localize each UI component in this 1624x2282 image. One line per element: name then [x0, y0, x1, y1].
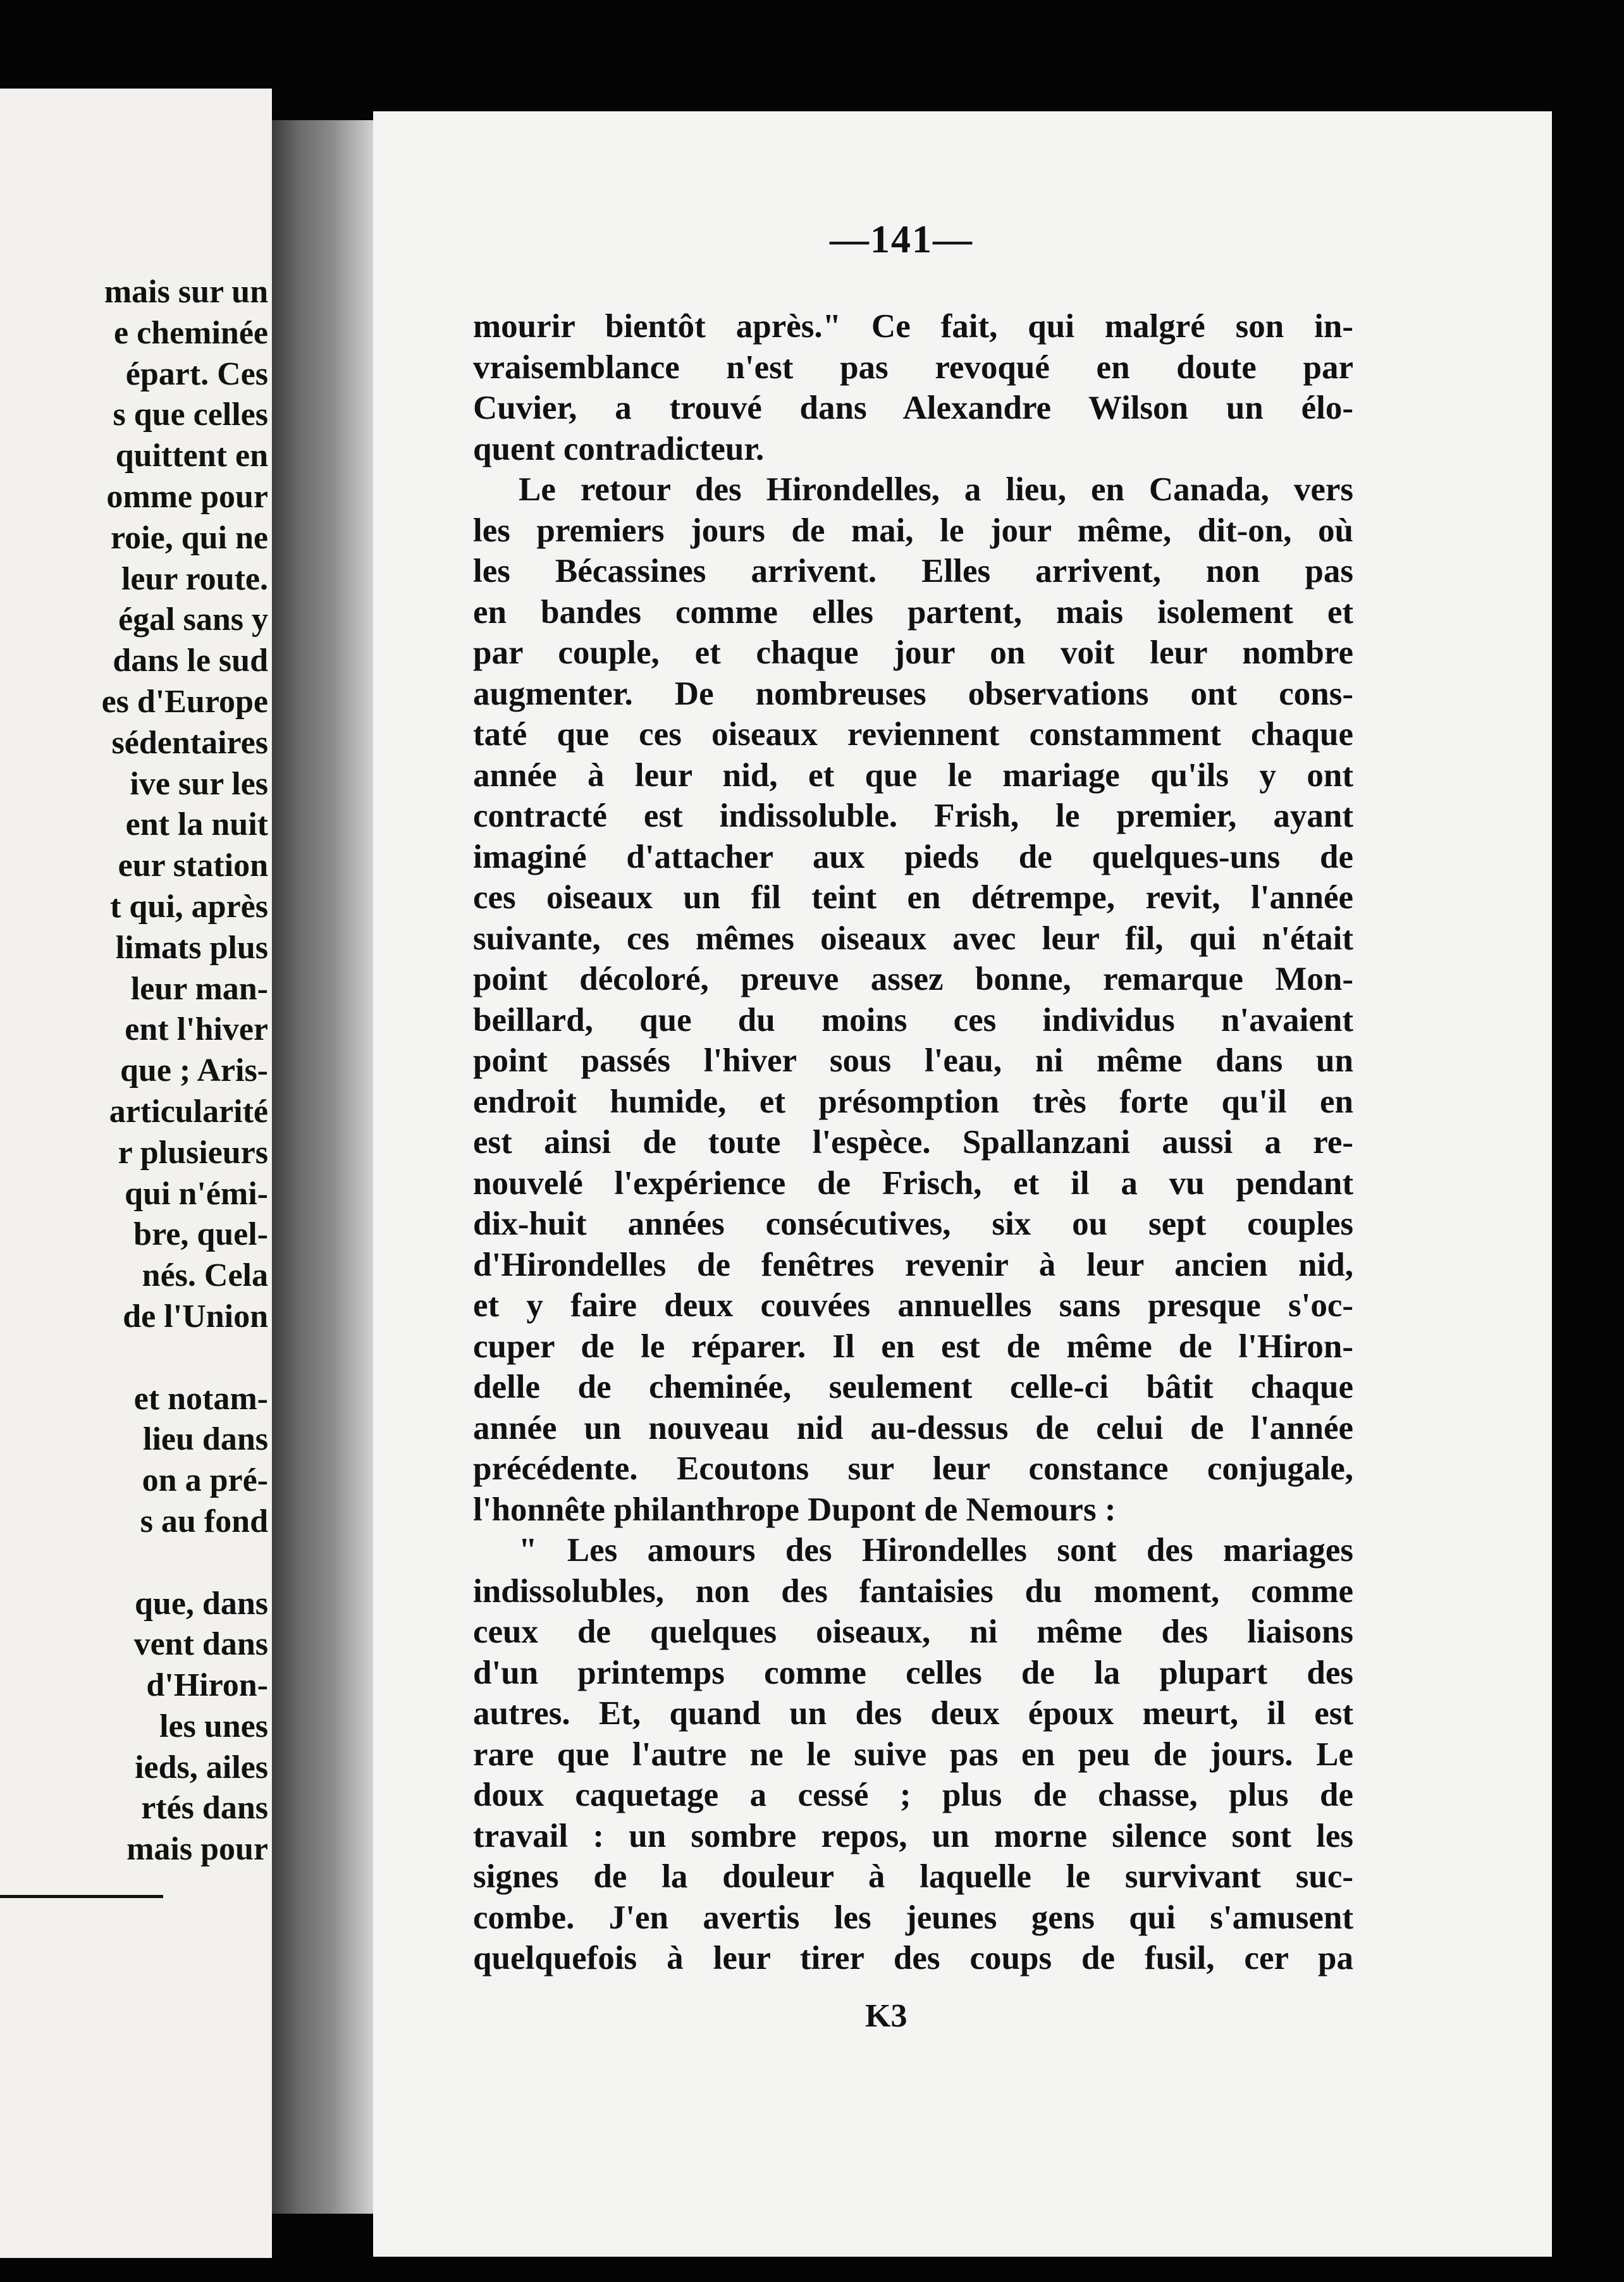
left-text-line: roie, qui ne [111, 519, 268, 556]
text-line: dix-huit années consécutives, six ou sept couples [473, 1206, 1353, 1242]
left-text-line: que ; Aris- [120, 1052, 268, 1089]
left-text-line: bre, quel- [133, 1216, 268, 1253]
text-line: ces oiseaux un fil teint en détrempe, revit, l'année [473, 879, 1353, 916]
left-text-line: eur station [118, 848, 268, 884]
left-text-line: dans le sud [113, 643, 268, 679]
text-line: d'Hirondelles de fenêtres revenir à leur ancien nid, [473, 1246, 1353, 1283]
left-text-line: omme pour [106, 478, 268, 515]
text-line: rare que l'autre ne le suive pas en peu de jours. Le [473, 1736, 1353, 1773]
body-text [473, 306, 1353, 1979]
left-text-line: ieds, ailes [135, 1749, 268, 1786]
left-text-line: vent dans [133, 1626, 268, 1663]
left-text-line: d'Hiron- [146, 1667, 268, 1704]
text-line: mourir bientôt après." Ce fait, qui malgré son in- [473, 308, 1353, 345]
left-text-line: ive sur les [130, 765, 268, 802]
text-line: beillard, que du moins ces individus n'avaient [473, 1001, 1353, 1039]
text-line: cuper de le réparer. Il en est de même de l'Hiron- [473, 1328, 1353, 1365]
left-page [0, 89, 272, 2258]
text-line: indissolubles, non des fantaisies du moment, comme [473, 1572, 1353, 1610]
text-line: nouvelé l'expérience de Frisch, et il a vu pendant [473, 1164, 1353, 1202]
text-line: taté que ces oiseaux reviennent constamment chaque [473, 716, 1353, 753]
text-line: vraisemblance n'est pas revoqué en doute par [473, 348, 1353, 386]
left-text-line: qui n'émi- [125, 1175, 268, 1212]
text-line: " Les amours des Hirondelles sont des mariages [519, 1532, 1353, 1569]
text-line: l'honnête philanthrope Dupont de Nemours : [473, 1491, 1116, 1528]
left-text-line: mais sur un [104, 274, 268, 310]
text-line: doux caquetage a cessé ; plus de chasse, plus de [473, 1777, 1353, 1813]
text-line: combe. J'en avertis les jeunes gens qui s'amusent [473, 1899, 1353, 1936]
text-line: précédente. Ecoutons sur leur constance conjugale, [473, 1450, 1353, 1487]
page-number: —141— [830, 218, 973, 261]
text-line: point passés l'hiver sous l'eau, ni même dans un [473, 1042, 1353, 1079]
left-text-line: e cheminée [113, 314, 268, 351]
text-line: année à leur nid, et que le mariage qu'ils y ont [473, 756, 1353, 794]
text-line: Le retour des Hirondelles, a lieu, en Canada, vers [519, 471, 1353, 508]
text-line: imaginé d'attacher aux pieds de quelques-uns de [473, 838, 1353, 875]
text-line: les Bécassines arrivent. Elles arrivent, non pas [473, 553, 1353, 589]
left-text-line: les unes [159, 1708, 268, 1744]
left-text-line: que, dans [135, 1585, 268, 1622]
text-line: les premiers jours de mai, le jour même, dit-on, où [473, 512, 1353, 549]
text-line: ceux de quelques oiseaux, ni même des liaisons [473, 1613, 1353, 1650]
text-line: delle de cheminée, seulement celle-ci bâtit chaque [473, 1369, 1353, 1405]
text-line: endroit humide, et présomption très forte qu'il en [473, 1083, 1353, 1120]
signature-mark: K3 [865, 1998, 907, 2034]
left-text-line: de l'Union [123, 1298, 268, 1335]
text-line: est ainsi de toute l'espèce. Spallanzani aussi a re- [473, 1124, 1353, 1161]
text-line: quelquefois à leur tirer des coups de fusil, cer pa [473, 1940, 1353, 1977]
left-text-line: sédentaires [111, 724, 268, 761]
left-page-text [3, 272, 268, 1870]
text-line: par couple, et chaque jour on voit leur nombre [473, 634, 1353, 671]
left-text-line: quittent en [115, 438, 268, 474]
left-text-line: articularité [109, 1093, 268, 1130]
left-text-line: es d'Europe [101, 683, 268, 720]
text-line: contracté est indissoluble. Frish, le premier, ayant [473, 798, 1353, 834]
text-line: signes de la douleur à laquelle le survivant suc- [473, 1858, 1353, 1895]
left-text-line: t qui, après [110, 888, 268, 925]
text-line: suivante, ces mêmes oiseaux avec leur fil, qui n'était [473, 920, 1353, 957]
text-line: quent contradicteur. [473, 430, 765, 467]
left-text-line: leur route. [121, 560, 268, 597]
left-text-line [3, 1338, 268, 1379]
left-text-line: et notam- [133, 1380, 268, 1417]
left-text-line: rtés dans [141, 1790, 268, 1827]
left-text-line [3, 1543, 268, 1584]
text-line: point décoloré, preuve assez bonne, remarque Mon- [473, 961, 1353, 997]
left-text-line: épart. Ces [125, 355, 268, 392]
left-text-line: leur man- [130, 970, 268, 1007]
left-text-line: mais pour [126, 1831, 268, 1868]
left-text-line: ent la nuit [125, 806, 268, 843]
left-text-line: r plusieurs [118, 1134, 268, 1171]
text-line: travail : un sombre repos, un morne silence sont les [473, 1817, 1353, 1854]
left-text-line: s au fond [140, 1503, 268, 1539]
book-gutter [272, 120, 379, 2214]
left-text-line: s que celles [113, 397, 268, 433]
text-line: année un nouveau nid au-dessus de celui de l'année [473, 1409, 1353, 1446]
text-line: en bandes comme elles partent, mais isolement et [473, 593, 1353, 631]
left-text-line: on a pré- [142, 1462, 268, 1499]
text-line: augmenter. De nombreuses observations ont cons- [473, 675, 1353, 712]
left-page-rule [0, 1895, 163, 1898]
left-text-line: lieu dans [143, 1421, 268, 1458]
text-line: et y faire deux couvées annuelles sans presque s'oc- [473, 1287, 1353, 1324]
left-text-line: nés. Cela [142, 1257, 268, 1294]
text-line: d'un printemps comme celles de la plupart des [473, 1654, 1353, 1691]
left-text-line: égal sans y [118, 601, 268, 638]
text-line: autres. Et, quand un des deux époux meurt, il est [473, 1695, 1353, 1732]
left-text-line: ent l'hiver [125, 1011, 268, 1048]
text-line: Cuvier, a trouvé dans Alexandre Wilson un élo- [473, 390, 1353, 426]
left-text-line: limats plus [115, 929, 268, 966]
